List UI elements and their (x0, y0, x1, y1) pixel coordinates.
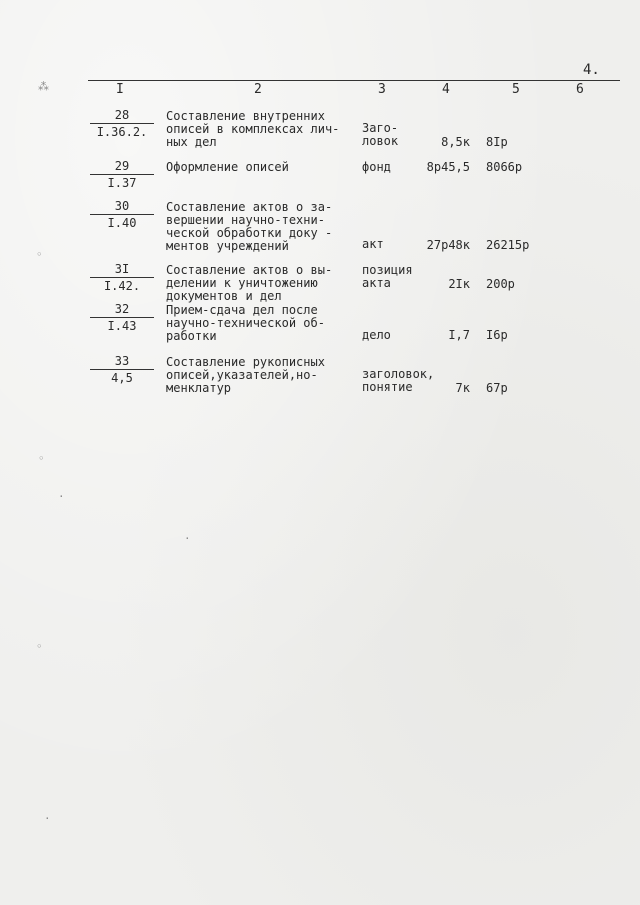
header-rule (88, 80, 620, 81)
row-number: 28 (90, 108, 154, 124)
column-header-6: 6 (576, 82, 584, 97)
row-code: I.40 (107, 216, 137, 230)
row-cost: I6р (486, 328, 508, 342)
column-header-5: 5 (512, 82, 520, 97)
row-description: Составление актов о вы- делении к уничтожению документов и дел (166, 263, 333, 303)
row-code: I.36.2. (96, 125, 148, 139)
row-code: I.43 (107, 319, 137, 333)
row-quantity: 8р45,5 (426, 160, 470, 174)
scan-mark: ◦ (36, 640, 43, 653)
row-cost: 8Iр (486, 135, 508, 149)
row-number: 3I (90, 262, 154, 278)
row-quantity: 8,5к (441, 135, 470, 149)
row-cost: 67р (486, 381, 508, 395)
row-code: I.42. (103, 279, 141, 293)
scan-mark: ⁂ (38, 80, 49, 93)
row-unit: дело (362, 328, 391, 342)
row-index (90, 302, 154, 333)
row-number: 30 (90, 199, 154, 215)
row-index (90, 354, 154, 385)
row-index (90, 159, 154, 190)
row-number: 33 (90, 354, 154, 370)
column-header-1: I (116, 82, 124, 97)
page-number: 4. (583, 62, 600, 78)
row-description: Составление внутренних описей в комплексах лич- ных дел (166, 109, 340, 149)
row-quantity: 27р48к (426, 238, 470, 252)
row-index (90, 108, 154, 139)
column-header-2: 2 (254, 82, 262, 97)
row-cost: 26215р (486, 238, 530, 252)
row-index (90, 262, 154, 293)
row-description: Оформление описей (166, 160, 289, 174)
scan-mark: · (184, 532, 191, 545)
scan-mark: · (58, 490, 65, 503)
row-cost: 200р (486, 277, 515, 291)
scan-mark: ◦ (36, 248, 43, 261)
row-unit: акт (362, 237, 384, 251)
row-quantity: 2Iк (448, 277, 470, 291)
scan-mark: · (44, 812, 51, 825)
row-quantity: I,7 (448, 328, 470, 342)
row-quantity: 7к (455, 381, 470, 395)
row-description: Прием-сдача дел после научно-технической об- работки (166, 303, 325, 343)
row-unit: Заго- ловок (362, 121, 399, 148)
row-unit: заголовок, понятие (362, 367, 435, 394)
row-description: Составление актов о за- вершении научно-техни- ческой обработки доку - ментов учреждений (166, 200, 333, 253)
row-cost: 8066р (486, 160, 523, 174)
row-index (90, 199, 154, 230)
row-number: 32 (90, 302, 154, 318)
row-unit: позиция акта (362, 263, 413, 290)
row-code: 4,5 (111, 371, 133, 385)
column-header-4: 4 (442, 82, 450, 97)
row-unit: фонд (362, 160, 391, 174)
row-number: 29 (90, 159, 154, 175)
row-description: Составление рукописных описей,указателей,но- менклатур (166, 355, 325, 395)
scan-mark: ◦ (38, 452, 45, 465)
column-header-3: 3 (378, 82, 386, 97)
row-code: I.37 (107, 176, 137, 190)
